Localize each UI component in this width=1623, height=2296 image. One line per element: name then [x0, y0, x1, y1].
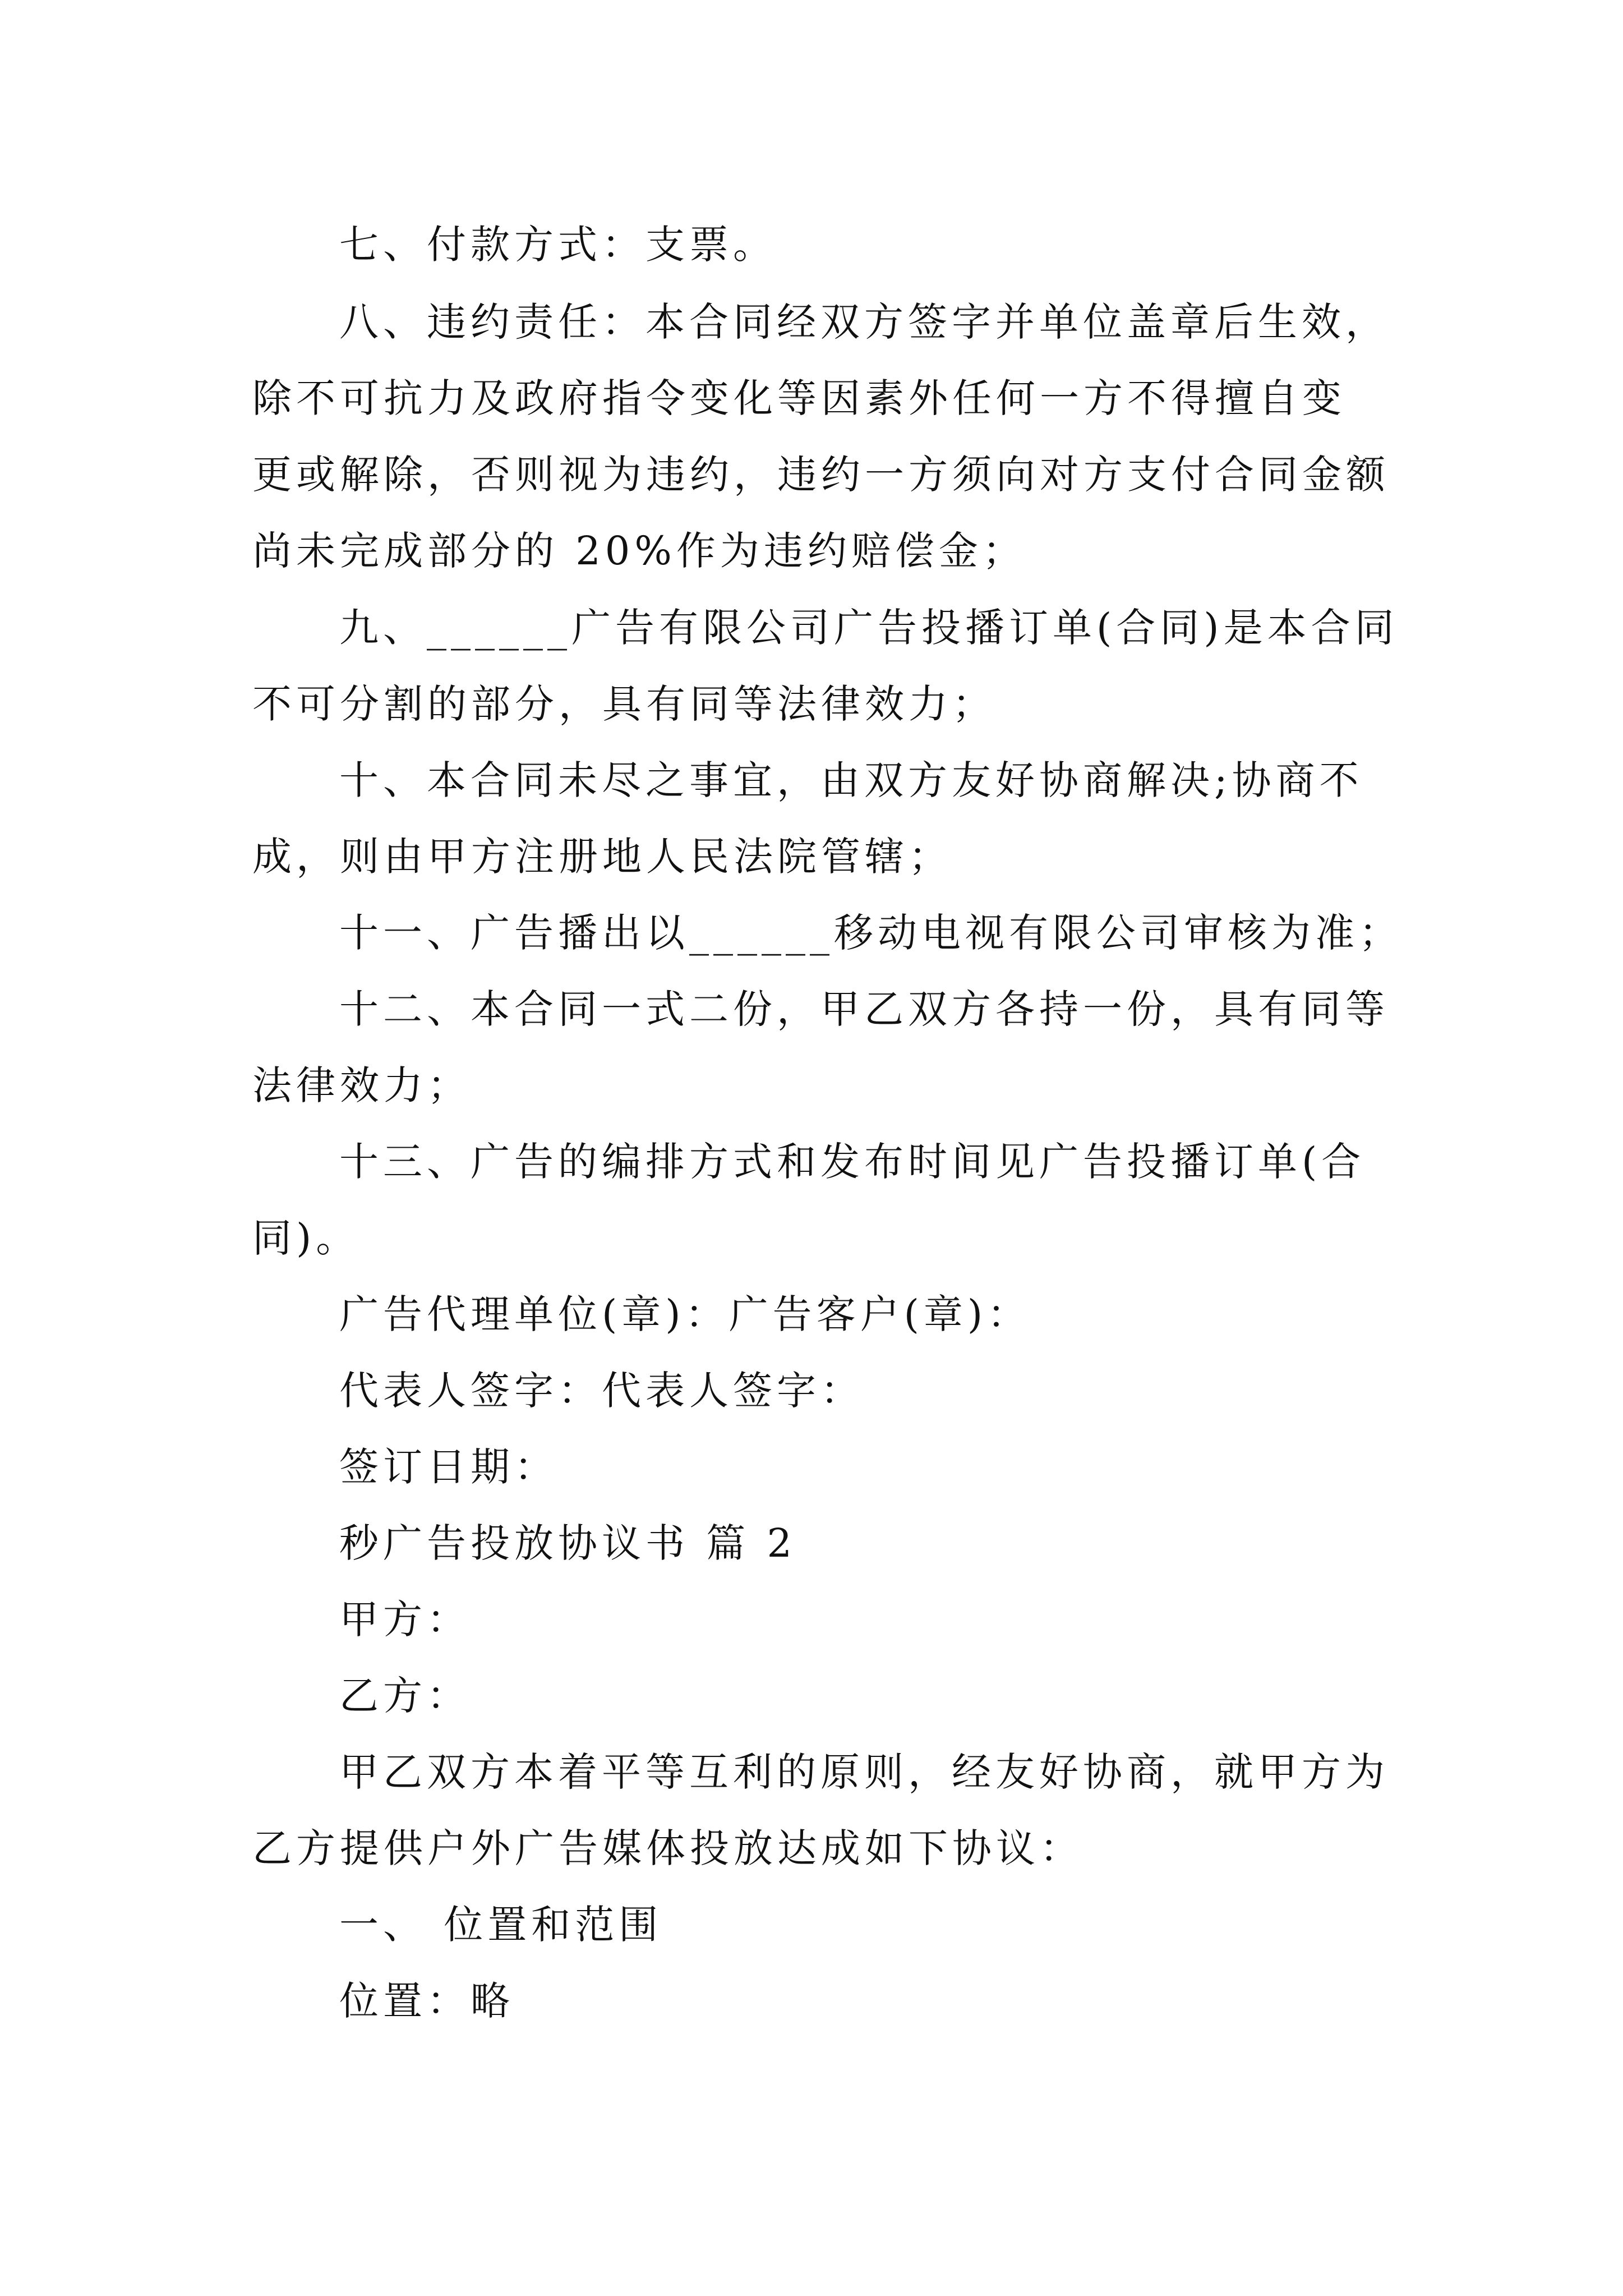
clause-13-line-2: 同)。 [252, 1215, 360, 1261]
clause-8-liability-line-3: 更或解除，否则视为违约，违约一方须向对方支付合同金额 [252, 452, 1390, 498]
clause-12-line-2: 法律效力； [252, 1062, 471, 1108]
clause-8-liability-line-1: 八、违约责任：本合同经双方签字并单位盖章后生效， [339, 299, 1389, 345]
location-line: 位置：略 [339, 1978, 514, 2024]
clause-10-line-2: 成，则由甲方注册地人民法院管辖； [252, 834, 952, 880]
signature-representatives: 代表人签字：代表人签字： [339, 1368, 864, 1414]
section-heading-part-2: 秒广告投放协议书 篇 2 [339, 1520, 797, 1566]
section-1-heading: 一、 位置和范围 [339, 1902, 663, 1948]
preamble-line-2: 乙方提供户外广告媒体投放达成如下协议： [252, 1825, 1083, 1871]
party-b: 乙方： [339, 1673, 471, 1719]
signature-units: 广告代理单位(章)：广告客户(章)： [339, 1291, 1031, 1337]
clause-9-line-2: 不可分割的部分，具有同等法律效力； [252, 681, 996, 727]
clause-8-liability-line-2: 除不可抗力及政府指令变化等因素外任何一方不得擅自变 [252, 375, 1346, 421]
signing-date: 签订日期： [339, 1444, 558, 1490]
clause-7-payment: 七、付款方式：支票。 [339, 222, 777, 268]
clause-8-liability-line-4: 尚未完成部分的 20%作为违约赔偿金； [252, 528, 1026, 574]
clause-12-line-1: 十二、本合同一式二份，甲乙双方各持一份，具有同等 [339, 986, 1389, 1032]
clause-10-line-1: 十、本合同未尽之事宜，由双方友好协商解决;协商不 [339, 757, 1363, 803]
party-a: 甲方： [339, 1596, 471, 1642]
clause-11: 十一、广告播出以______移动电视有限公司审核为准； [339, 910, 1403, 956]
preamble-line-1: 甲乙双方本着平等互利的原则，经友好协商，就甲方为 [339, 1749, 1389, 1795]
clause-13-line-1: 十三、广告的编排方式和发布时间见广告投播订单(合 [339, 1139, 1366, 1185]
clause-9-line-1: 九、______广告有限公司广告投播订单(合同)是本合同 [339, 605, 1399, 651]
